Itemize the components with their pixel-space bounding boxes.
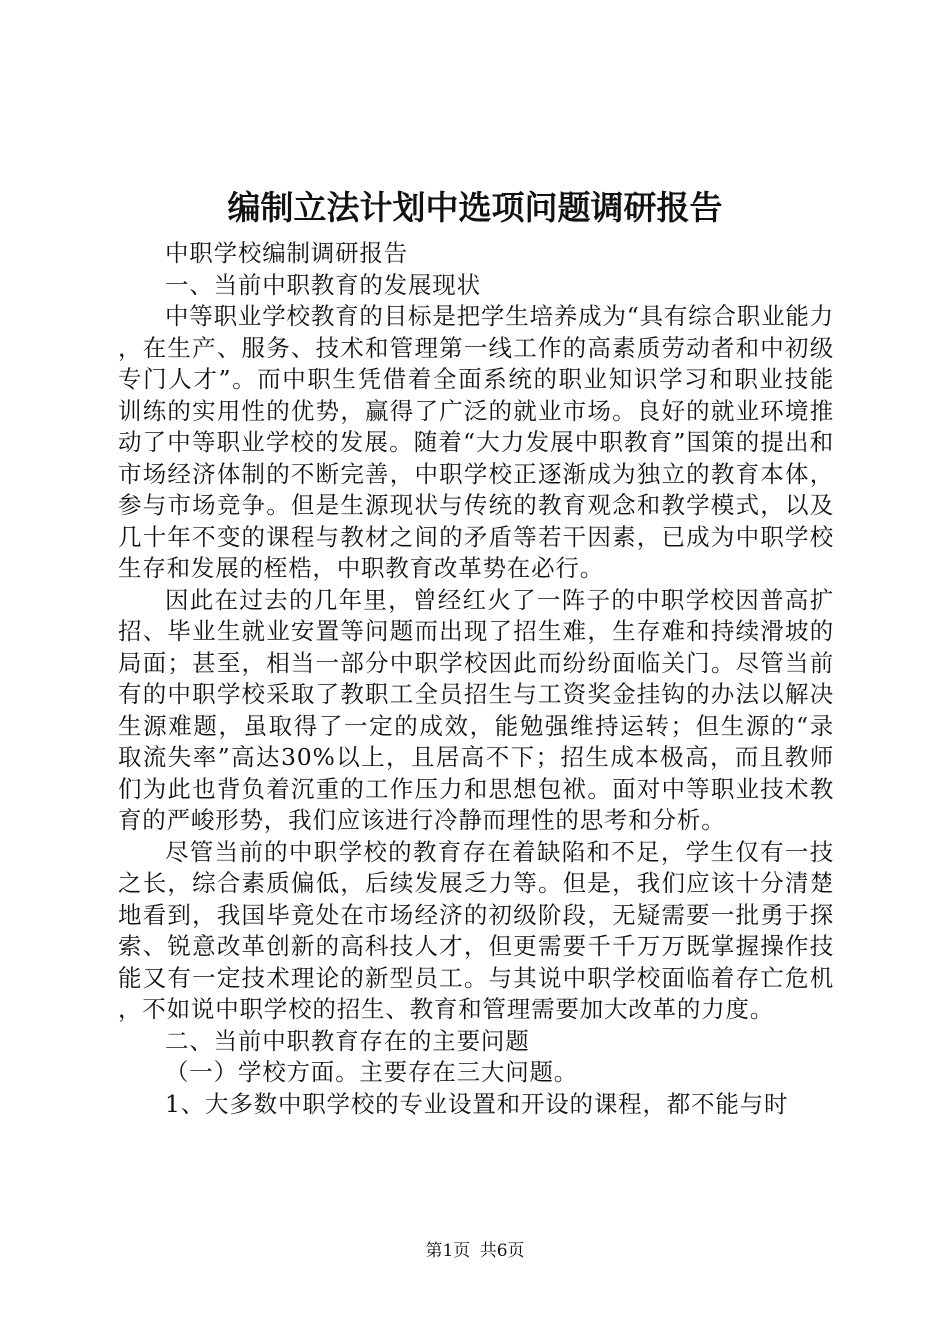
- document-title: 编制立法计划中选项问题调研报告: [227, 188, 723, 227]
- section-heading-2: 二、当前中职教育存在的主要问题: [165, 1026, 530, 1055]
- section-heading-1: 一、当前中职教育的发展现状: [165, 270, 481, 299]
- paragraph-subtitle: 中职学校编制调研报告: [165, 239, 408, 267]
- page-footer: [0, 1240, 950, 1262]
- paragraph: 因此在过去的几年里，曾经红火了一阵子的中职学校因普高扩招、毕业生就业安置等问题而出现了招生难，生存难和持续滑坡的局面；甚至，相当一部分中职学校因此而纷纷面临关门。尽管当前有的中职学校采取了教职工全员招生与工资奖金挂钩的办法以解决生源难题，虽取得了一定的成效，能勉强维持运转；但生源的“录取流失率”高达30%以上，且居高不下；招生成本极高，而且教师们为此也背负着沉重的工作压力和思想包袱。面对中等职业技术教育的严峻形势，我们应该进行冷静而理性的思考和分析。: [118, 585, 834, 834]
- page-number-total: 共6页: [479, 1241, 525, 1261]
- paragraph: 中等职业学校教育的目标是把学生培养成为“具有综合职业能力，在生产、服务、技术和管理第一线工作的高素质劳动者和中初级专门人才”。而中职生凭借着全面系统的职业知识学习和职业技能训练的实用性的优势，赢得了广泛的就业市场。良好的就业环境推动了中等职业学校的发展。随着“大力发展中职教育”国策的提出和市场经济体制的不断完善，中职学校正逐渐成为独立的教育本体，参与市场竞争。但是生源现状与传统的教育观念和教学模式，以及几十年不变的课程与教材之间的矛盾等若干因素，已成为中职学校生存和发展的桎梏，中职教育改革势在必行。: [118, 302, 834, 582]
- subsection-heading: （一）学校方面。主要存在三大问题。: [165, 1058, 579, 1086]
- paragraph: 1、大多数中职学校的专业设置和开设的课程，都不能与时: [165, 1089, 789, 1118]
- paragraph: 尽管当前的中职学校的教育存在着缺陷和不足，学生仅有一技之长，综合素质偏低，后续发展乏力等。但是，我们应该十分清楚地看到，我国毕竟处在市场经济的初级阶段，无疑需要一批勇于探索、锐意改革创新的高科技人才，但更需要千千万万既掌握操作技能又有一定技术理论的新型员工。与其说中职学校面临着存亡危机，不如说中职学校的招生、教育和管理需要加大改革的力度。: [118, 837, 834, 1023]
- document-body: [118, 238, 834, 1120]
- page-number-current: 第1页: [425, 1241, 471, 1261]
